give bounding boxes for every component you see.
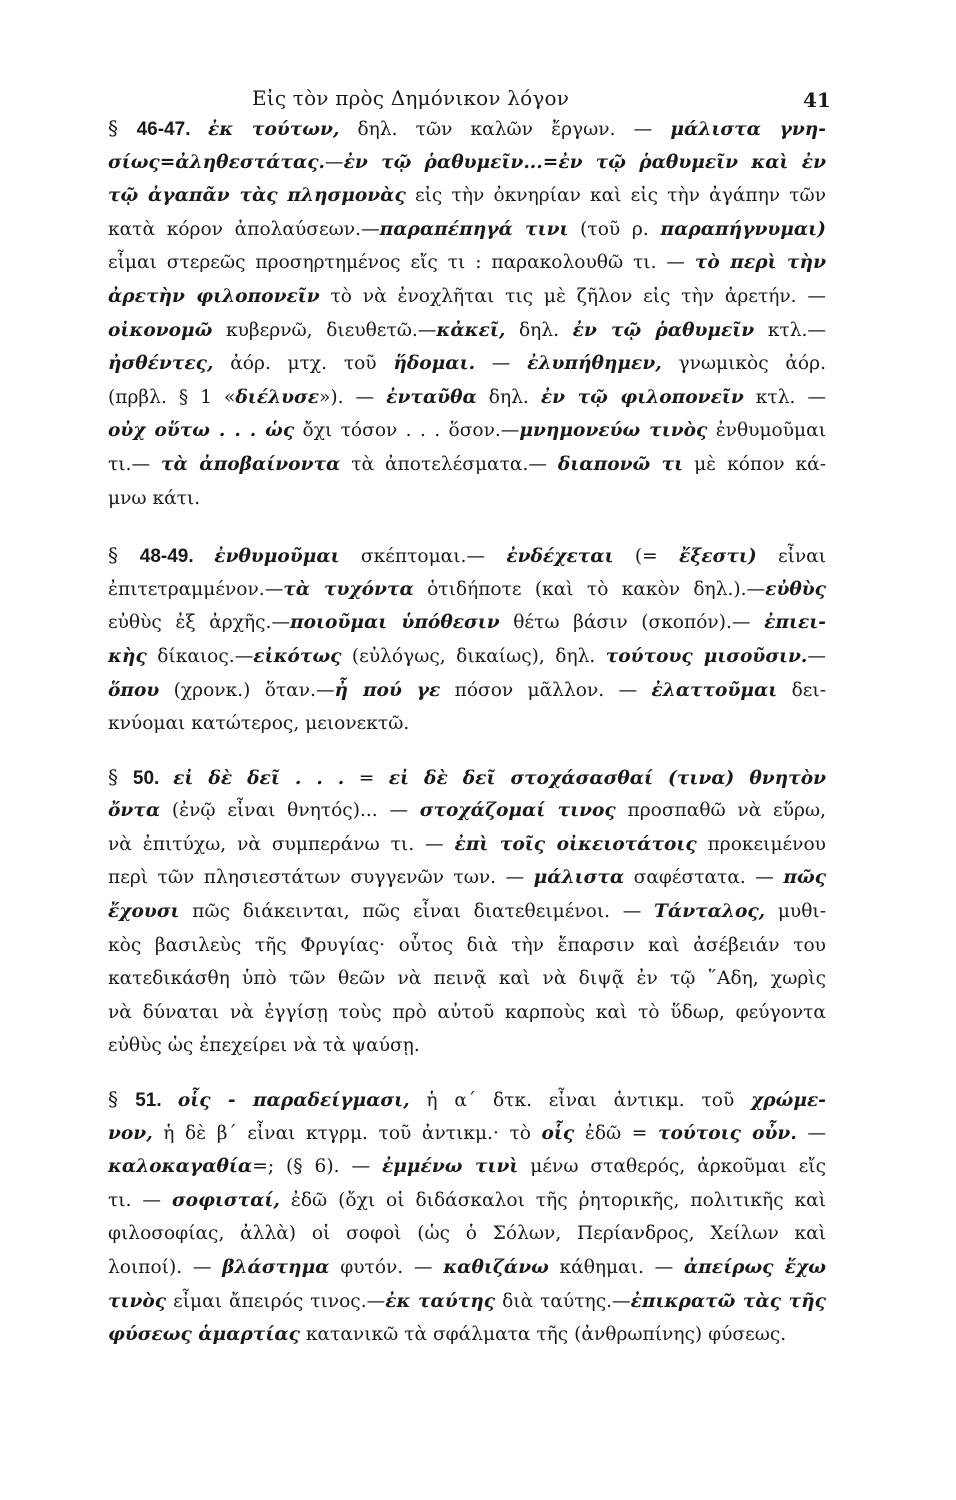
key-term: σοφισταί,: [171, 1189, 280, 1211]
text-line: [108, 1318, 826, 1352]
text-line: [108, 146, 826, 180]
section-number: 50.: [132, 767, 174, 789]
text-run: μένω σταθερός, ἀρκοῦμαι εἴς: [518, 1156, 827, 1178]
text-run: νὰ δύναται νὰ ἐγγίσῃ τοὺς πρὸ αὐτοῦ καρποὺς καὶ τὸ ὕδωρ, φεύγοντα: [108, 1001, 826, 1023]
text-run: κτλ.—: [754, 319, 827, 341]
text-run: προκειμένου: [696, 833, 826, 855]
text-line: [108, 347, 826, 381]
key-term: τὸ περὶ τὴν: [694, 252, 826, 274]
text-run: (ἐνῷ εἶναι θνητός)... —: [160, 800, 420, 822]
text-run: —: [796, 1122, 826, 1144]
text-line: [108, 1251, 826, 1285]
text-run: γνωμικὸς ἀόρ.: [661, 353, 826, 375]
text-run: κνύομαι κατώτερος, μειονεκτῶ.: [108, 713, 410, 735]
text-run: —: [807, 645, 826, 667]
key-term: τὰ ἀποβαίνοντα: [161, 453, 341, 475]
text-run: εὐθὺς ὡς ἐπεχείρει νὰ τὰ ψαύσῃ.: [108, 1035, 420, 1057]
text-line: [108, 861, 826, 895]
key-term: ἐμμένω τινὶ: [382, 1156, 519, 1178]
key-term: χρώμε-: [751, 1090, 826, 1112]
key-term: διαπονῶ τι: [557, 453, 684, 475]
text-run: μὲ κόπον κά-: [683, 453, 826, 475]
key-term: στοχάζομαί τινος: [419, 800, 616, 822]
text-line: [108, 1029, 826, 1063]
key-term: κὴς: [108, 645, 147, 667]
key-term: κἀκεῖ,: [436, 319, 506, 341]
text-run: δηλ. τῶν καλῶν ἔργων. —: [339, 119, 671, 140]
key-term: εἰκότως: [253, 645, 342, 667]
text-line: [108, 539, 826, 573]
key-term: εἰ δὲ δεῖ . . .: [173, 767, 345, 789]
text-line: [108, 280, 826, 314]
key-term: οἷς: [541, 1122, 575, 1144]
text-line: [108, 179, 826, 213]
text-run: ἡ δὲ β΄ εἶναι κτγρμ. τοῦ ἀντικμ.· τὸ: [152, 1122, 542, 1144]
text-line: [108, 573, 826, 607]
key-term: ἀπείρως ἔχω: [683, 1257, 826, 1278]
text-line: [108, 606, 826, 640]
text-run: νὰ ἐπιτύχω, νὰ συμπεράνω τι. —: [108, 833, 455, 855]
text-line: [108, 1083, 826, 1117]
text-line: [108, 674, 826, 708]
text-run: ἐπιτετραμμένον.—: [108, 578, 284, 600]
text-run: ἀόρ. μτχ. τοῦ: [213, 353, 394, 375]
text-run: τὰ ἀποτελέσματα.—: [340, 453, 558, 475]
text-line: [108, 707, 826, 741]
text-run: »). —: [319, 386, 387, 408]
section-number: 48-49.: [139, 546, 215, 568]
key-term: τούτους μισοῦσιν.: [605, 645, 808, 667]
section-number: 46-47.: [136, 119, 208, 140]
text-run: προσπαθῶ νὰ εὕρω,: [615, 800, 826, 822]
key-term: οὐχ οὕτω . . . ὡς: [108, 420, 295, 442]
text-line: [108, 246, 826, 280]
text-run: διὰ ταύτης.—: [495, 1290, 631, 1312]
key-term: τῷ ἀγαπᾶν τὰς πλησμονὰς: [108, 185, 406, 207]
text-run: τὸ νὰ ἐνοχλῆται τις μὲ ζῆλον εἰς τὴν ἀρετήν. —: [319, 285, 826, 307]
text-run: (πρβλ. § 1 «: [108, 386, 236, 408]
section-sign: §: [108, 543, 140, 568]
text-run: ὄχι τόσον . . . ὅσον.—: [294, 420, 520, 442]
key-term: ἐνδέχεται: [506, 546, 614, 568]
text-line: [108, 381, 826, 415]
text-line: [108, 1150, 826, 1184]
text-run: περὶ τῶν πλησιεστάτων συγγενῶν των. —: [108, 867, 534, 889]
key-term: εὐθὺς: [765, 578, 826, 600]
key-term: ἐν τῷ ῥαθυμεῖν...=ἐν τῷ ῥαθυμεῖν καὶ ἐν: [343, 151, 826, 173]
text-run: (χρονκ.) ὅταν.—: [159, 679, 335, 701]
key-term: εἰ δὲ δεῖ στοχάσασθαί (τινα) θνητὸν: [388, 767, 826, 789]
text-run: κατεδικάσθη ὑπὸ τῶν θεῶν νὰ πεινᾷ καὶ νὰ διψᾷ ἐν τῷ ῞Αδη, χωρὶς: [108, 968, 826, 990]
key-term: βλάστημα: [222, 1257, 330, 1278]
key-term: ἐν τῷ ῥαθυμεῖν: [572, 319, 755, 341]
section-sign: §: [108, 1087, 136, 1112]
key-term: μνημονεύω τινὸς: [519, 420, 708, 442]
text-line: [108, 996, 826, 1030]
text-run: δηλ.: [505, 319, 573, 341]
text-run: κὸς βασιλεὺς τῆς Φρυγίας· οὗτος διὰ τὴν ἔπαρσιν καὶ ἀσέβειάν του: [108, 934, 826, 956]
text-run: εἶναι: [756, 546, 827, 568]
text-run: =; (§ 6). —: [252, 1156, 382, 1178]
text-line: [108, 640, 826, 674]
text-run: ἐδῶ =: [574, 1122, 658, 1144]
key-term: ἔχουσι: [108, 901, 180, 923]
text-line: [108, 794, 826, 828]
text-run: —: [475, 353, 528, 375]
text-run: θέτω βάσιν (σκοπόν).—: [499, 612, 765, 634]
text-run: σκέπτομαι.—: [339, 546, 507, 568]
text-line: [108, 929, 826, 963]
text-line: [108, 761, 826, 795]
key-term: διέλυσε: [235, 386, 320, 408]
text-run: δηλ.: [476, 386, 541, 408]
text-line: [108, 1184, 826, 1218]
key-term: ἠσθέντες,: [108, 353, 214, 375]
text-run: δίκαιος.—: [146, 645, 254, 667]
key-term: μάλιστα γνη-: [670, 119, 827, 140]
key-term: νον,: [108, 1122, 153, 1144]
text-run: πόσον μᾶλλον. —: [440, 679, 652, 701]
text-line: [108, 213, 826, 247]
text-run: ἐδῶ (ὄχι οἱ διδάσκαλοι τῆς ῥητορικῆς, πολιτικῆς καὶ: [279, 1189, 827, 1211]
page-number: 41: [803, 88, 831, 112]
text-run: πῶς διάκεινται, πῶς εἶναι διατεθειμένοι. —: [179, 901, 655, 923]
key-term: ὅπου: [108, 679, 160, 701]
text-run: εἶμαι στερεῶς προσηρτημένος εἴς τι : παρακολουθῶ τι. —: [108, 252, 695, 274]
text-run: =: [344, 767, 389, 789]
key-term: ἐλαττοῦμαι: [651, 679, 778, 701]
key-term: ἦ πού γε: [334, 679, 441, 701]
text-run: φιλοσοφίας, ἀλλὰ) οἱ σοφοὶ (ὡς ὁ Σόλων, Περίανδρος, Χείλων καὶ: [108, 1223, 826, 1245]
section-number: 51.: [135, 1090, 178, 1112]
text-run: εἰς τὴν ὀκνηρίαν καὶ εἰς τὴν ἀγάπην τῶν: [405, 185, 827, 207]
key-term: καθιζάνω: [443, 1257, 549, 1278]
text-run: σαφέστατα. —: [624, 867, 784, 889]
text-line: [108, 448, 826, 482]
text-line: [108, 414, 826, 448]
key-term: παραπήγνυμαι): [660, 218, 826, 240]
text-line: [108, 314, 826, 348]
text-run: εἶμαι ἄπειρός τινος.—: [166, 1290, 386, 1312]
text-run: ὁτιδήποτε (καὶ τὸ κακὸν δηλ.).—: [413, 578, 766, 600]
key-term: ἐπιει-: [764, 612, 826, 634]
text-line: [108, 962, 826, 996]
text-line: [108, 482, 826, 516]
key-term: ἐκ τούτων,: [207, 119, 340, 140]
section-sign: §: [108, 764, 133, 789]
key-term: πῶς: [783, 867, 827, 889]
text-run: κάθημαι. —: [548, 1257, 684, 1278]
key-term: καλοκαγαθία: [108, 1156, 253, 1178]
text-line: [108, 112, 826, 146]
section-sign: §: [108, 116, 137, 140]
text-run: τι. —: [108, 1189, 172, 1211]
text-line: [108, 1285, 826, 1319]
running-title: Εἰς τὸν πρὸς Δημόνικον λόγον: [252, 86, 570, 110]
key-term: ἐλυπήθημεν,: [527, 353, 662, 375]
text-run: ἡ α΄ δτκ. εἶναι ἀντικμ. τοῦ: [409, 1090, 752, 1112]
text-line: [108, 828, 826, 862]
text-run: κατὰ κόρον ἀπολαύσεων.—: [108, 218, 380, 240]
key-term: ἥδομαι.: [393, 353, 476, 375]
key-term: ποιοῦμαι ὑπόθεσιν: [290, 612, 500, 634]
text-run: μνω κάτι.: [108, 487, 201, 509]
text-run: εὐθὺς ἐξ ἀρχῆς.—: [108, 612, 291, 634]
key-term: μάλιστα: [533, 867, 625, 889]
text-run: φυτόν. —: [329, 1257, 444, 1278]
key-term: Τάνταλος,: [654, 901, 766, 923]
text-line: [108, 895, 826, 929]
key-term: τὰ τυχόντα: [283, 578, 414, 600]
key-term: τούτοις οὖν.: [657, 1122, 797, 1144]
key-term: σίως=ἀληθεστάτας.: [108, 151, 326, 173]
key-term: ἐπικρατῶ τὰς τῆς: [630, 1290, 826, 1312]
text-run: (τοῦ ρ.: [568, 218, 661, 240]
key-term: ἔξεστι): [679, 546, 757, 568]
key-term: ὄντα: [108, 800, 161, 822]
text-run: μυθι-: [765, 901, 826, 923]
key-term: ἐν τῷ φιλοπονεῖν: [540, 386, 744, 408]
text-run: δει-: [777, 679, 826, 701]
key-term: ἐνθυμοῦμαι: [214, 546, 340, 568]
key-term: ἀρετὴν φιλοπονεῖν: [108, 285, 320, 307]
key-term: παραπέπηγά τινι: [379, 218, 569, 240]
text-run: τι.—: [108, 453, 161, 475]
text-run: ἐνθυμοῦμαι: [707, 420, 826, 442]
text-run: (=: [613, 546, 680, 568]
key-term: οἰκονομῶ: [108, 319, 213, 341]
key-term: ἐπὶ τοῖς οἰκειοτάτοις: [454, 833, 697, 855]
text-run: (εὐλόγως, δικαίως), δηλ.: [341, 645, 606, 667]
text-run: —: [325, 151, 344, 173]
key-term: τινὸς: [108, 1290, 167, 1312]
key-term: ἐκ ταύτης: [385, 1290, 496, 1312]
text-line: [108, 1117, 826, 1151]
text-run: κυβερνῶ, διευθετῶ.—: [212, 319, 437, 341]
key-term: φύσεως ἁμαρτίας: [108, 1324, 300, 1346]
commentary-body: [108, 112, 826, 1352]
text-run: κτλ. —: [743, 386, 826, 408]
text-run: λοιποί). —: [108, 1257, 223, 1278]
text-line: [108, 1217, 826, 1251]
text-run: κατανικῶ τὰ σφάλματα τῆς (ἀνθρωπίνης) φύσεως.: [299, 1324, 787, 1346]
key-term: οἷς - παραδείγμασι,: [177, 1090, 410, 1112]
key-term: ἐνταῦθα: [386, 386, 477, 408]
